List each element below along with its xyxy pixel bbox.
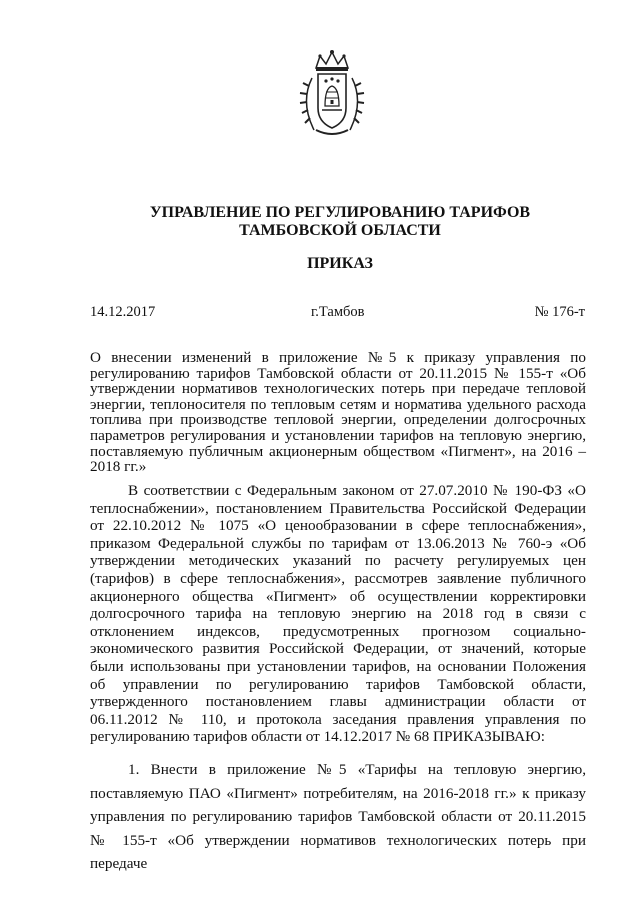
document-type: ПРИКАЗ — [307, 255, 373, 272]
organization-title — [90, 204, 590, 240]
order-subject: О внесении изменений в приложение №5 к приказу управления по регулированию тарифов Тамбовской области от 20.11.2015 № 155-т «Об утверждении нормативов технологических потерь при передаче тепловой энергии, теплоносителя по тепловым сетям и норматива удельного расхода топлива при производстве тепловой энергии, определении долгосрочных параметров регулирования и установлении тарифов на тепловую энергию, поставляемую публичным акционерным обществом «Пигмент», на 2016 – 2018 гг.» — [90, 349, 586, 476]
order-date: 14.12.2017 — [90, 304, 156, 320]
order-preamble: В соответствии с Федеральным законом от 27.07.2010 № 190-ФЗ «О теплоснабжении», постановлением Правительства Российской Федерации от 22.10.2012 № 1075 «О ценообразовании в сфере теплоснабжения», приказом Федеральной службы по тарифам от 13.06.2013 № 760-э «Об утверждении методических указаний по расчету регулируемых цен (тарифов) в сфере теплоснабжения», рассмотрев заявление публичного акционерного общества «Пигмент» об осуществлении корректировки долгосрочного тарифа на тепловую энергию на 2018 год в связи с отклонением индексов, предусмотренных прогнозом социально-экономического развития Российской Федерации, от значений, которые были использованы при установлении тарифов, на основании Положения об управлении по регулированию тарифов Тамбовской области, утвержденного постановлением главы администрации области от 06.11.2012 № 110, и протокола заседания правления управления по регулированию тарифов области от 14.12.2017 № 68 ПРИКАЗЫВАЮ: — [90, 482, 586, 746]
tambov-region-coat-of-arms-icon — [296, 48, 368, 140]
order-number: № 176-т — [534, 304, 585, 320]
organization-title-line-2: ТАМБОВСКОЙ ОБЛАСТИ — [239, 222, 441, 239]
order-city: г.Тамбов — [311, 304, 365, 320]
order-item-1: 1. Внести в приложение №5 «Тарифы на тепловую энергию, поставляемую ПАО «Пигмент» потребителям, на 2016-2018 гг.» к приказу управления по регулированию тарифов Тамбовской области от 20.11.2015 № 155-т «Об утверждении нормативов технологических потерь при передаче — [90, 761, 586, 872]
organization-title-line-1: УПРАВЛЕНИЕ ПО РЕГУЛИРОВАНИЮ ТАРИФОВ — [149, 204, 531, 221]
